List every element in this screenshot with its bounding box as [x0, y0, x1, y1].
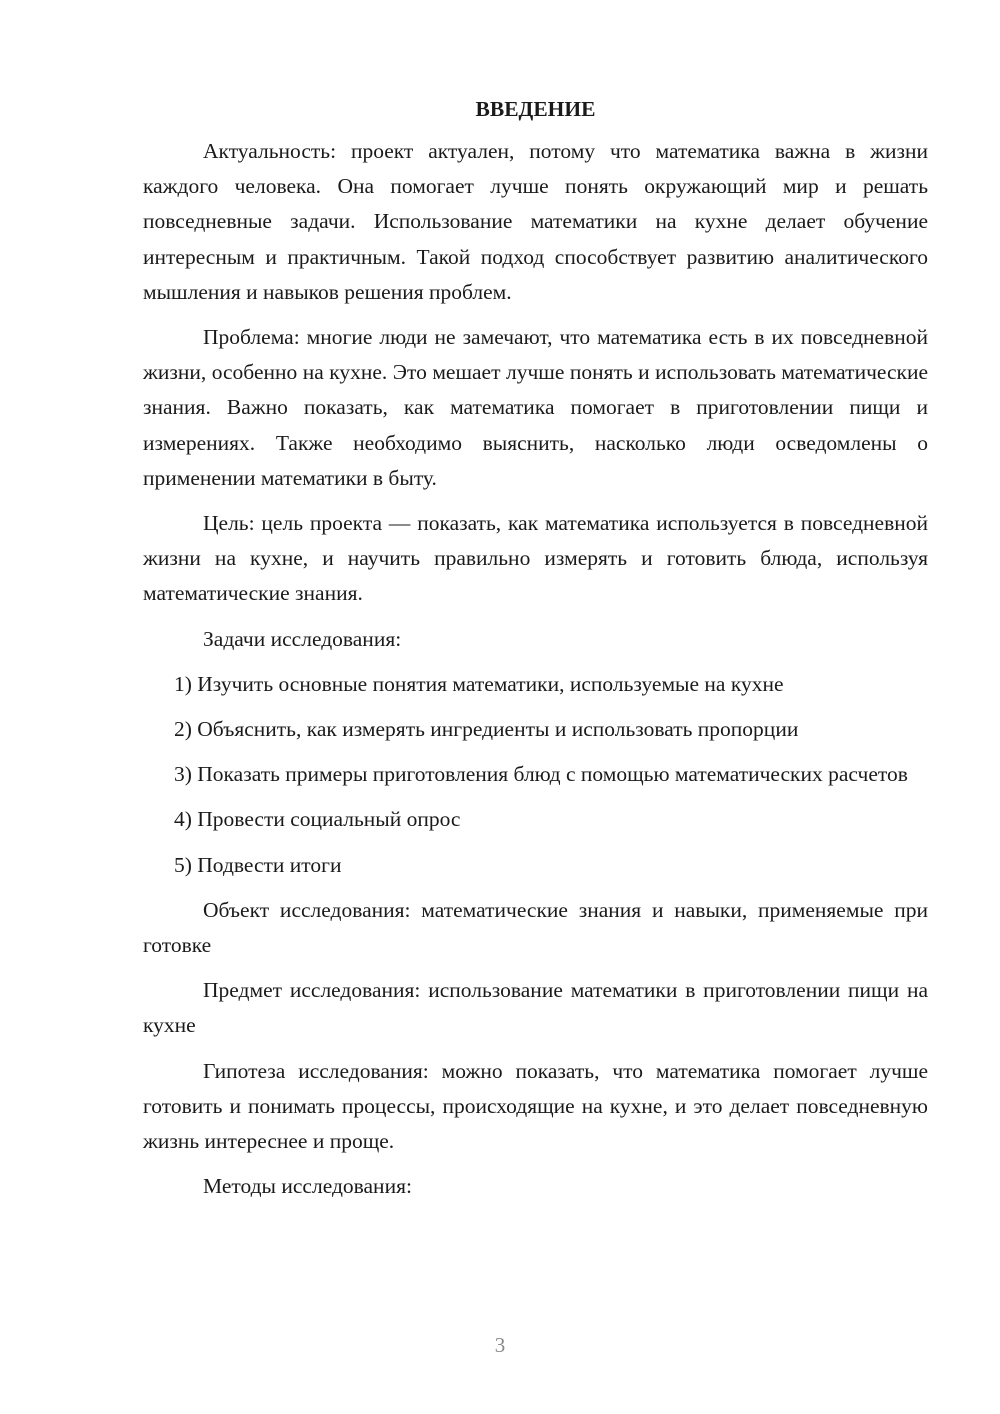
- paragraph-goal: Цель: цель проекта — показать, как математика используется в повседневной жизни на кухне, и научить правильно измерять и готовить блюда, используя математические знания.: [143, 511, 928, 606]
- paragraph-methods: Методы исследования:: [203, 1174, 412, 1199]
- document-page: [143, 92, 928, 1214]
- paragraph-relevance: Актуальность: проект актуален, потому что математика важна в жизни каждого человека. Она помогает лучше понять окружающий мир и решать повседневные задачи. Использование математики на кухне делает обучение интересным и практичным. Такой подход способствует развитию аналитического мышления и навыков решения проблем.: [143, 139, 928, 304]
- paragraph-subject: Предмет исследования: использование математики в приготовлении пищи на кухне: [143, 978, 928, 1038]
- paragraph-hypothesis: Гипотеза исследования: можно показать, что математика помогает лучше готовить и понимать процессы, происходящие на кухне, и это делает повседневную жизнь интереснее и проще.: [143, 1058, 928, 1154]
- task-item-4: 4) Провести социальный опрос: [174, 807, 461, 832]
- task-item-2: 2) Объяснить, как измерять ингредиенты и использовать пропорции: [174, 717, 799, 742]
- page-number: 3: [494, 1333, 506, 1357]
- task-item-5: 5) Подвести итоги: [174, 852, 342, 877]
- paragraph-object: Объект исследования: математические знания и навыки, применяемые при готовке: [143, 897, 928, 958]
- task-item-1: 1) Изучить основные понятия математики, используемые на кухне: [174, 671, 784, 696]
- paragraph-tasks-title: Задачи исследования:: [203, 626, 402, 651]
- paragraph-problem: Проблема: многие люди не замечают, что математика есть в их повседневной жизни, особенно на кухне. Это мешает лучше понять и использовать математические знания. Важно показать, как математика помогает в приготовлении пищи и измерениях. Также необходимо выяснить, насколько люди осведомлены о применении математики в быту.: [143, 325, 928, 490]
- task-item-3: 3) Показать примеры приготовления блюд с помощью математических расчетов: [174, 762, 908, 787]
- document-heading: ВВЕДЕНИЕ: [475, 97, 596, 121]
